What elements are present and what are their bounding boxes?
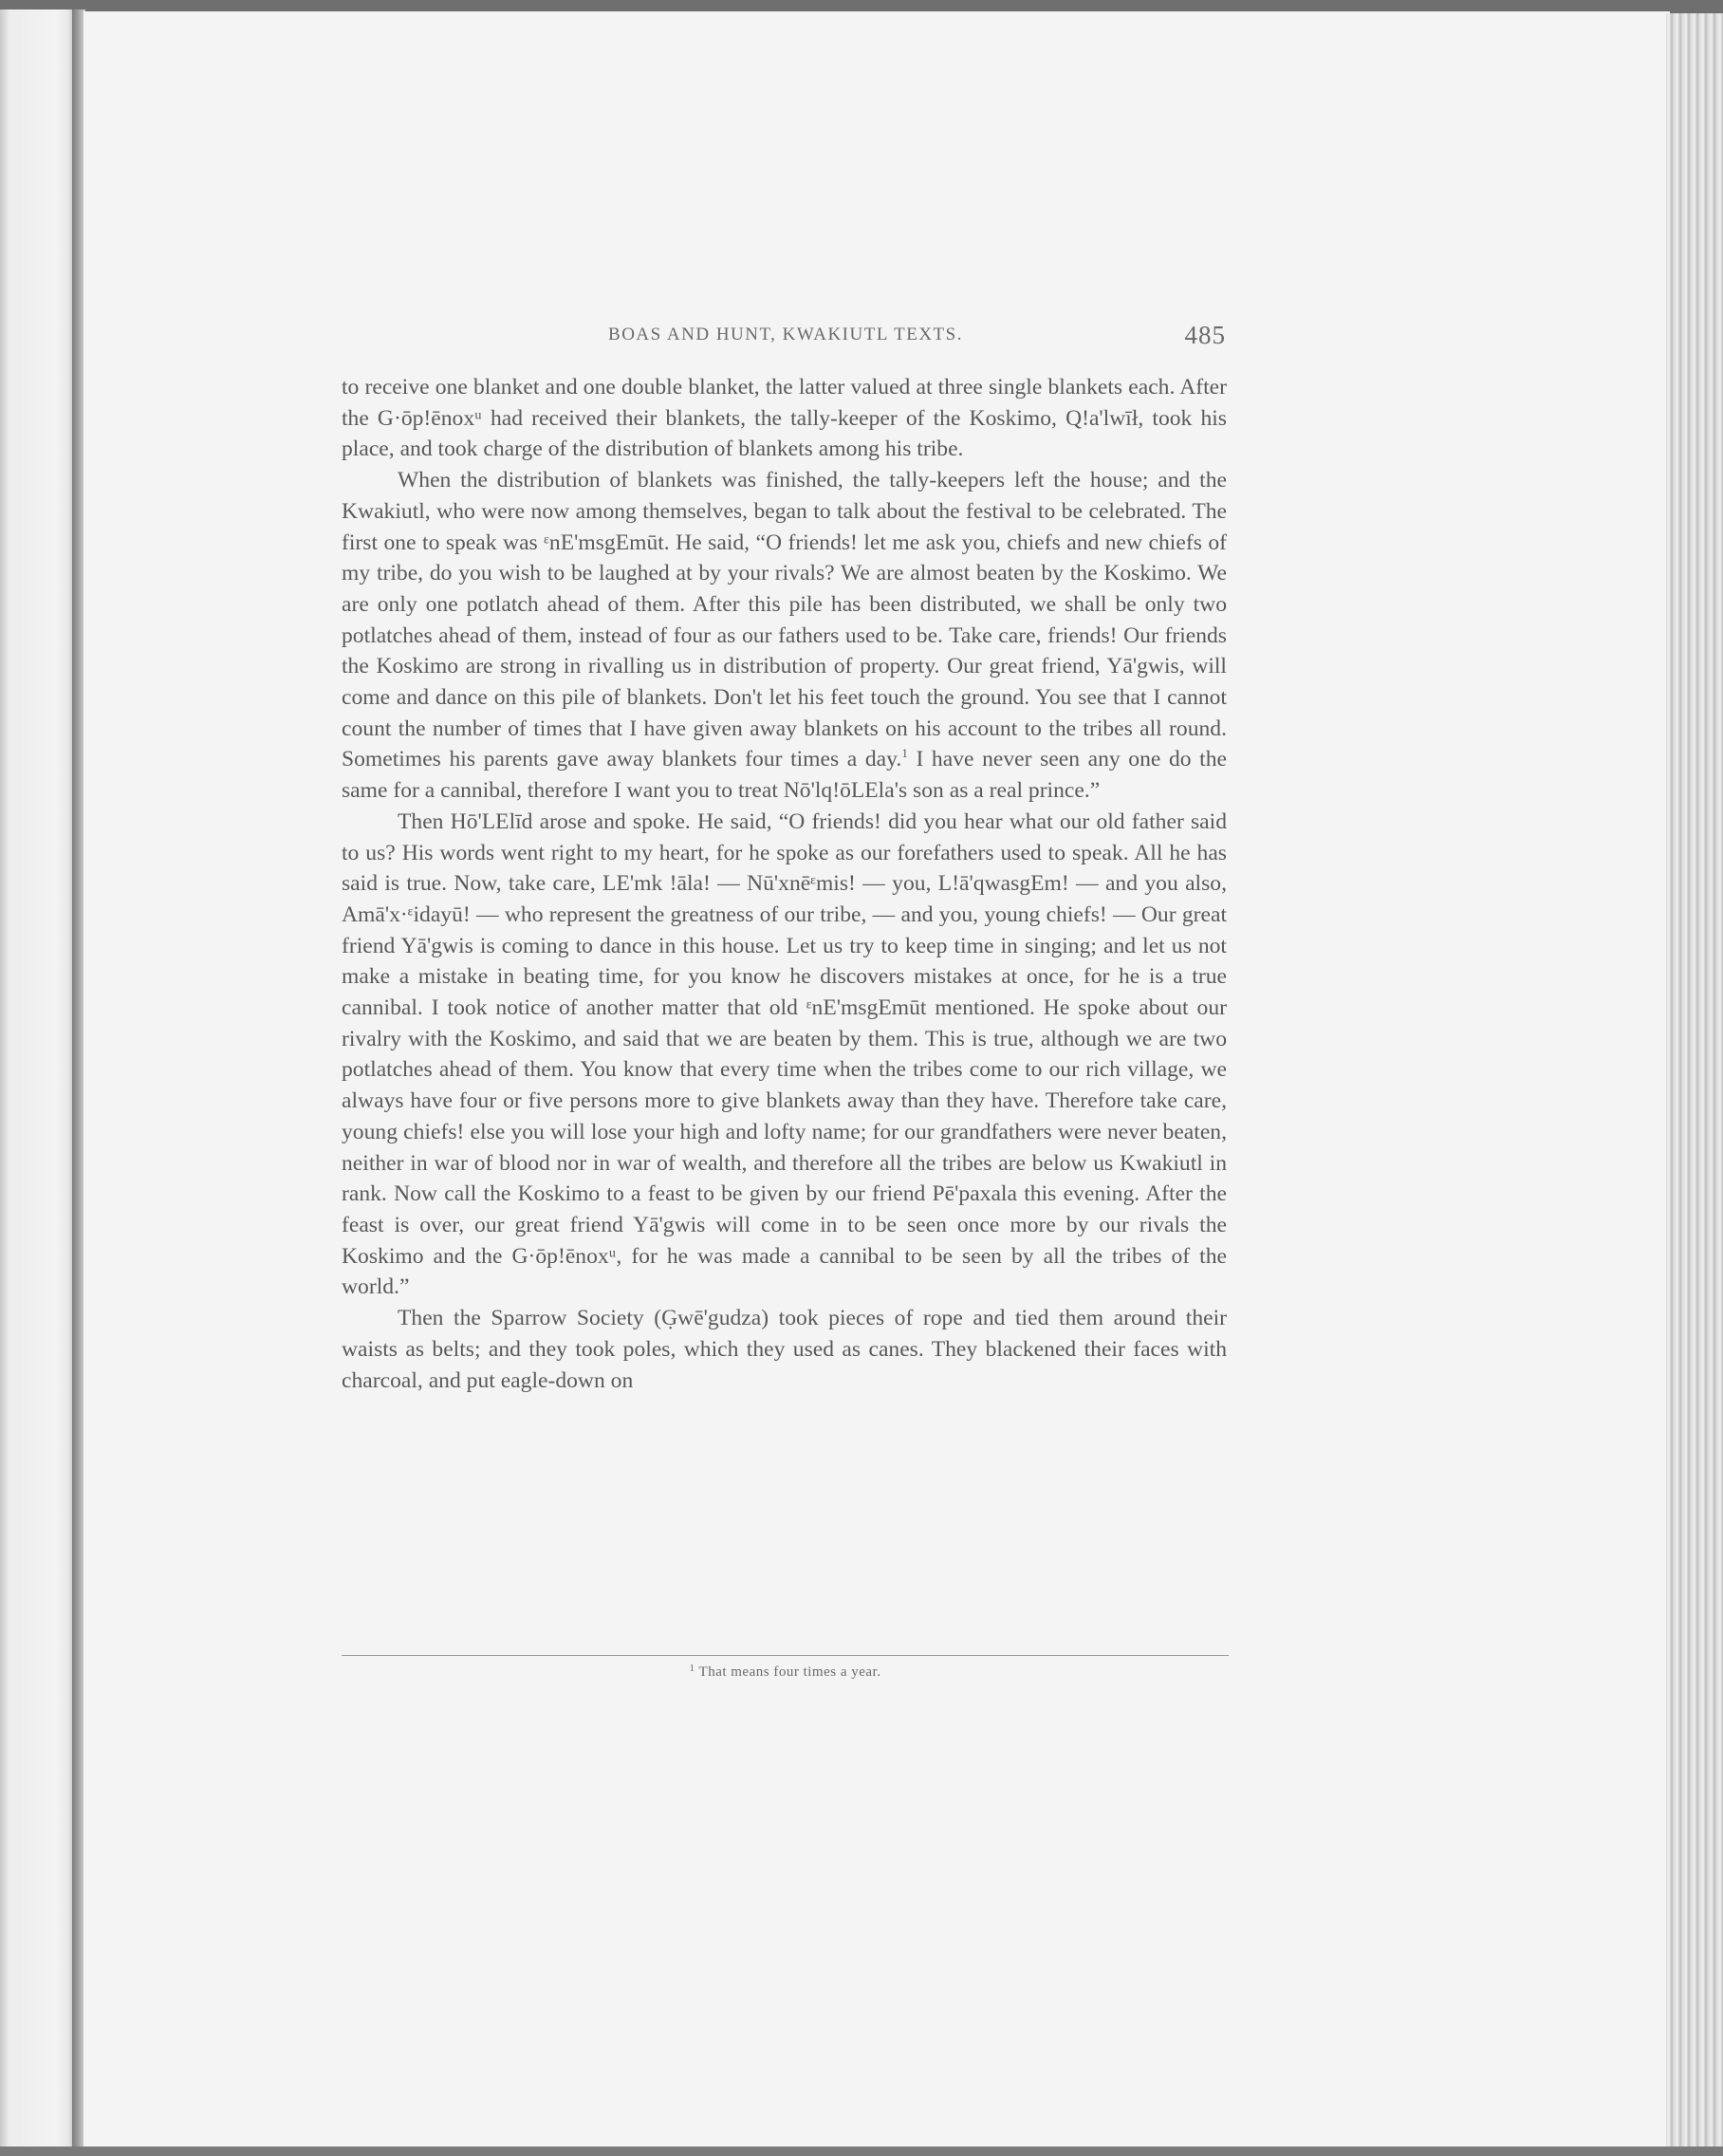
footnote-divider [342,1655,1229,1656]
paragraph-4 [342,1303,1227,1396]
footnote-marker: 1 [689,1663,695,1674]
running-head: BOAS AND HUNT, KWAKIUTL TEXTS. [608,325,963,344]
paragraph-3 [342,807,1227,1303]
page-stack-edges [1666,13,1723,2156]
paragraph-4-text: Then the Sparrow Society (G̣wē'gudza) took pieces of rope and tied them around their waists as belts; and they took poles, which they used as canes. They blackened their faces with charcoal, and put eagle-down on [342,1306,1227,1393]
paragraph-1 [342,372,1227,465]
page-number: 485 [1184,321,1226,349]
paragraph-2 [342,465,1227,807]
scan-bottom-edge [0,2147,1723,2156]
footnote-text: That means four times a year. [698,1664,881,1680]
page-header [342,321,1230,353]
facing-page-edge [0,9,72,2156]
footnote-reference: 1 [901,746,908,761]
scan-top-edge [0,0,1723,11]
footnote [342,1663,1229,1681]
paragraph-2-text-a: When the distribution of blankets was finished, the tally-keepers left the house; and the Kwakiutl, who were now among themselves, began to talk about the festival to be celebrated. The first one to speak was ᵋnE'msgEmūt. He said, “O friends! let me ask you, chiefs and new chiefs of my tribe, do you wish to be laughed at by your rivals? We are almost beaten by the Koskimo. We are only one potlatch ahead of them. After this pile has been distributed, we shall be only two potlatches ahead of them, instead of four as our fathers used to be. Take care, friends! Our friends the Koskimo are strong in rivalling us in distribution of property. Our great friend, Yā'gwis, will come and dance on this pile of blankets. Don't let his feet touch the ground. You see that I cannot count the number of times that I have given away blankets on his account to the tribes all round. Sometimes his parents gave away blankets four times a day. [342,468,1227,772]
paragraph-1-text: to receive one blanket and one double blanket, the latter valued at three single blankets each. After the G·ōp!ēnoxᵘ had received their blankets, the tally-keeper of the Koskimo, Q!a'lwīł, took his place, and took charge of the distribution of blankets among his tribe. [342,375,1227,462]
body-text [342,372,1227,1396]
paragraph-3-text: Then Hō'LElīd arose and spoke. He said, “O friends! did you hear what our old father said to us? His words went right to my heart, for he spoke as our forefathers used to speak. All he has said is true. Now, take care, LE'mk !āla! — Nū'xnēᵋmis! — you, L!ā'qwasgEm! — and you also, Amā'x·ᵋidayū! — who represent the greatness of our tribe, — and you, young chiefs! — Our great friend Yā'gwis is coming to dance in this house. Let us try to keep time in singing; and let us not make a mistake in beating time, for you know he discovers mistakes at once, for he is a true cannibal. I took notice of another matter that old ᵋnE'msgEmūt mentioned. He spoke about our rivalry with the Koskimo, and said that we are beaten by them. This is true, although we are two potlatches ahead of them. You know that every time when the tribes come to our rich village, we always have four or five persons more to give blankets away than they have. Therefore take care, young chiefs! else you will lose your high and lofty name; for our grandfathers were never beaten, neither in war of blood nor in war of wealth, and therefore all the tribes are below us Kwakiutl in rank. Now call the Koskimo to a feast to be given by our friend Pē'paxala this evening. After the feast is over, our great friend Yā'gwis will come in to be seen once more by our rivals the Koskimo and the G·ōp!ēnoxᵘ, for he was made a cannibal to be seen by all the tribes of the world.” [342,808,1227,1300]
paragraph-2-text-b: I have never seen any one do the same for a cannibal, therefore I want you to treat Nō'lq!ōLEla's son as a real prince.” [342,747,1227,804]
